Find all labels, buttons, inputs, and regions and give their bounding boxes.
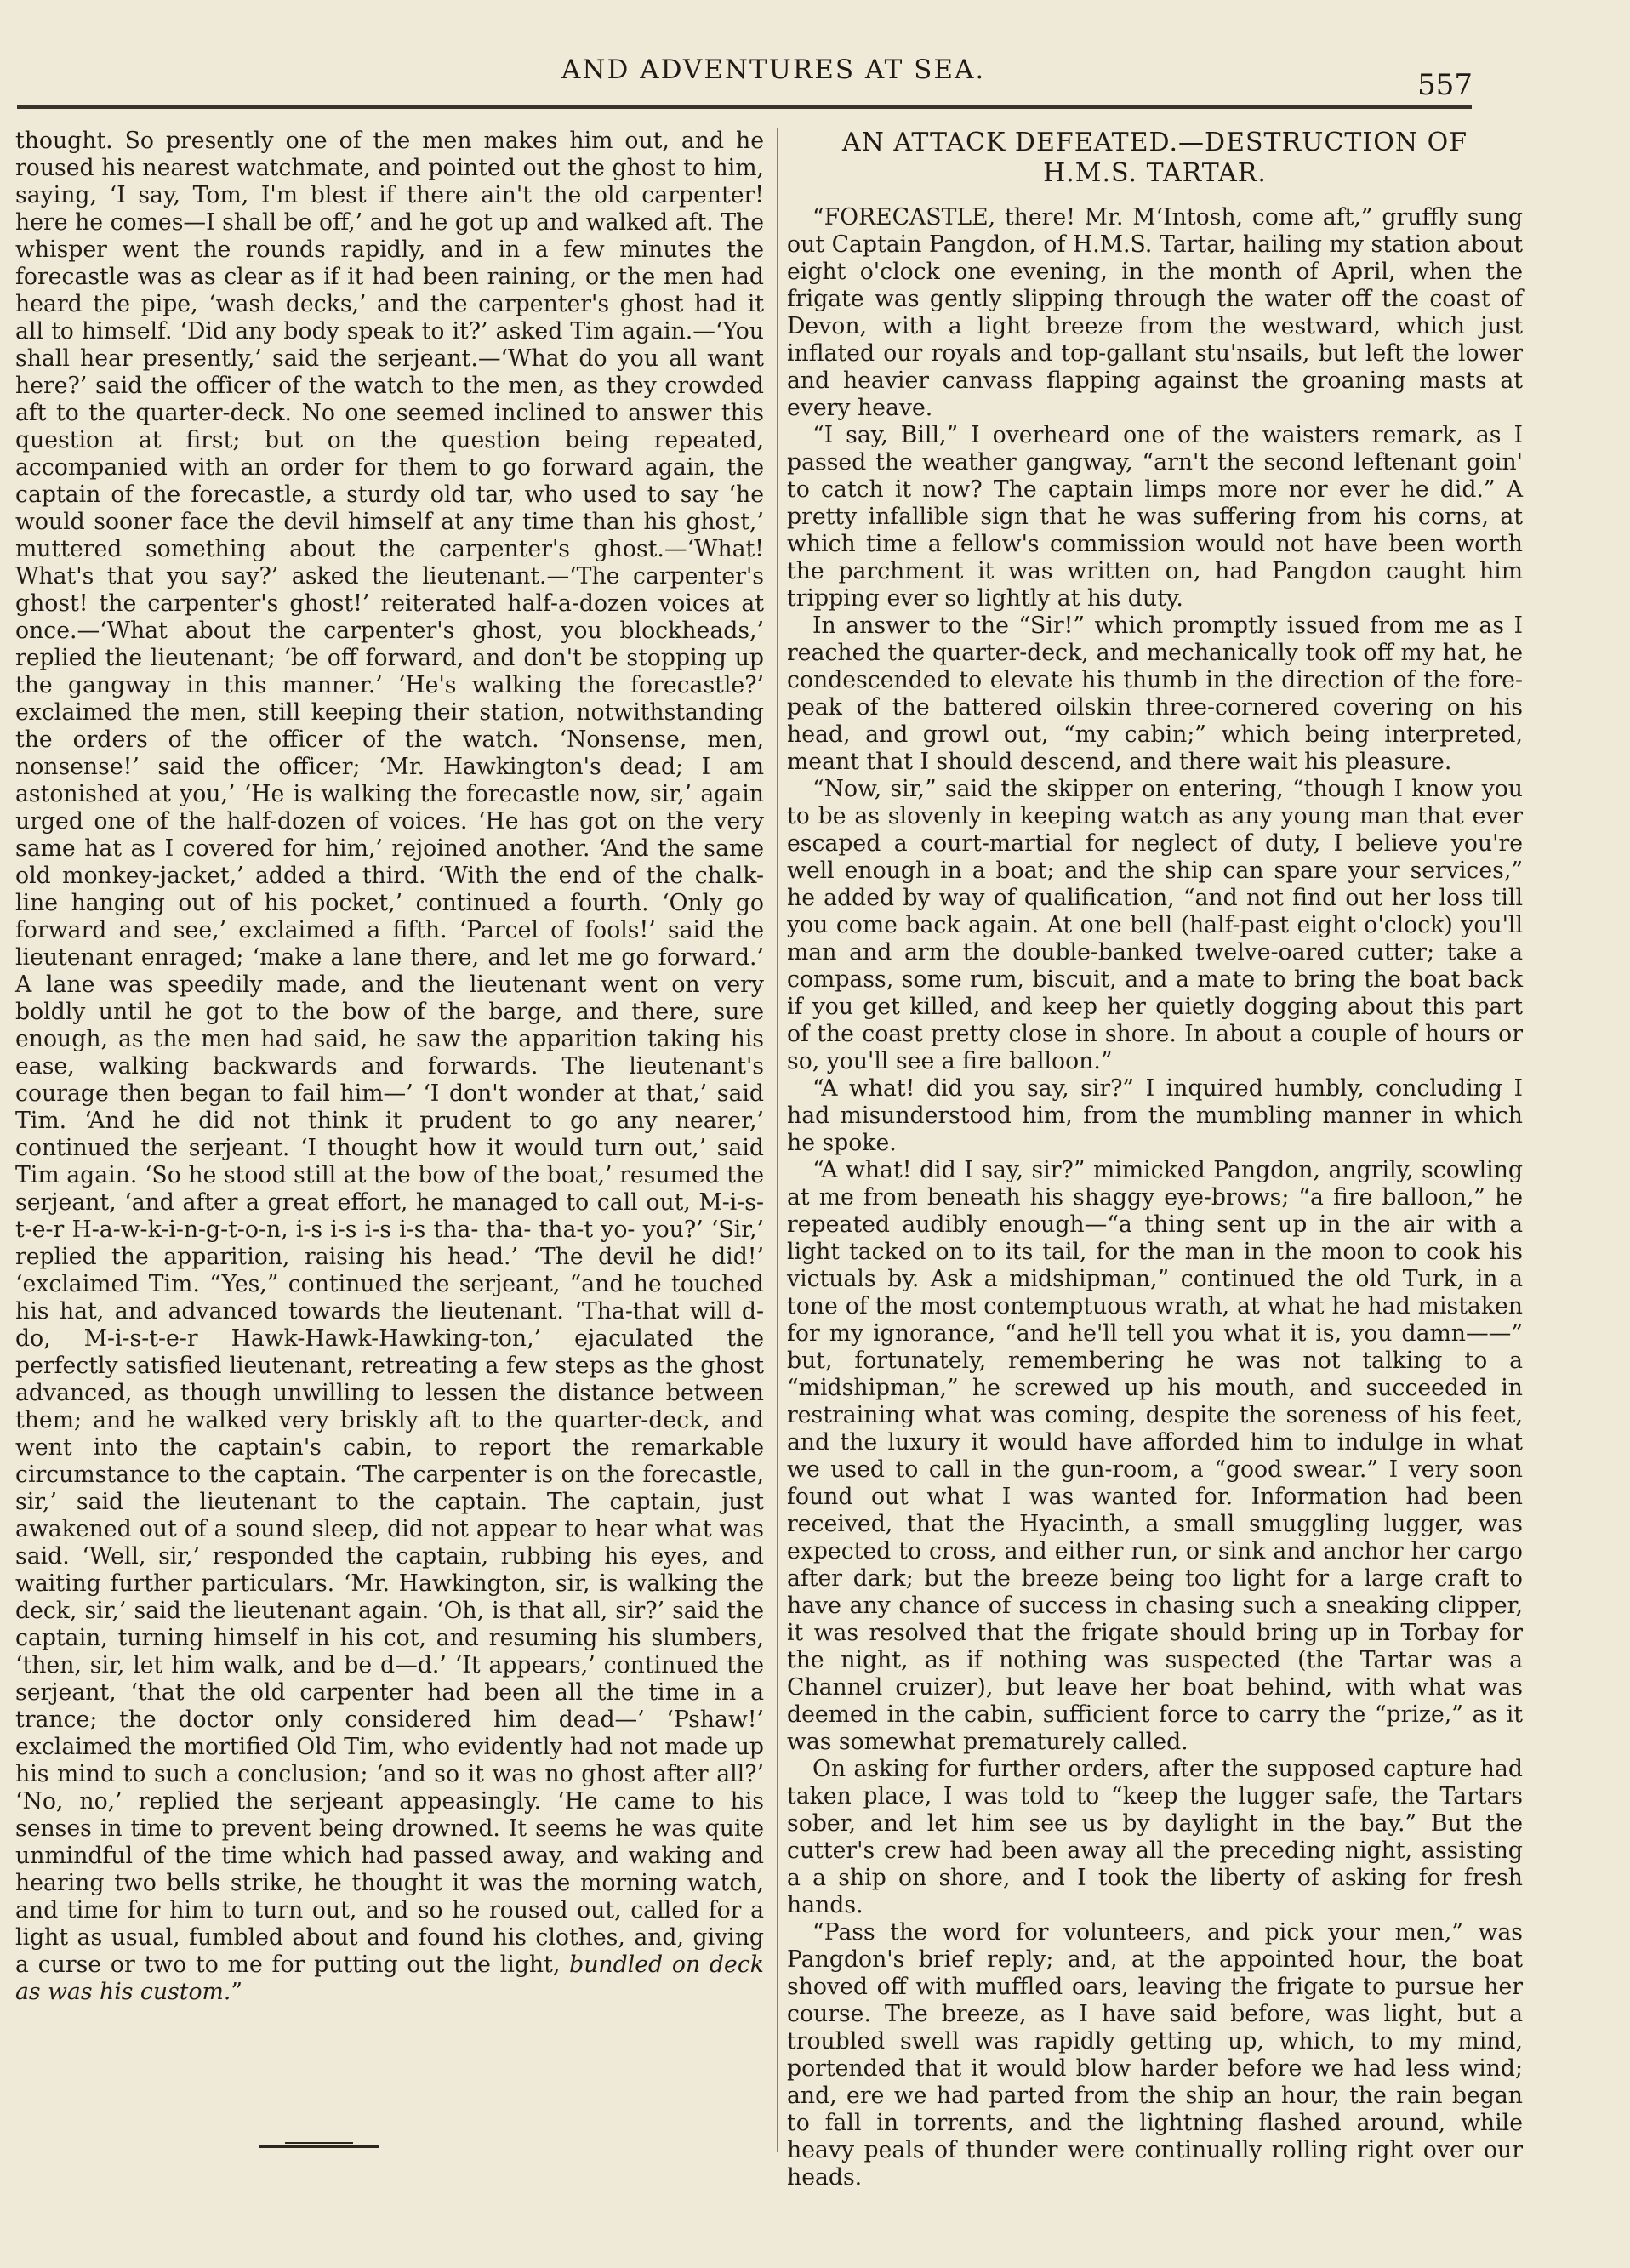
right-paragraph-5: “A what! did you say, sir?” I inquired humbly, concluding I had misunderstood him, from the mumbling manner in which he spoke.: [787, 1075, 1523, 1156]
right-paragraph-4: “Now, sir,” said the skipper on entering, “though I know you to be as slovenly in keeping watch as any young man that ever escaped a court-martial for neglect of duty, I believe you're well enough in a boat; and the ship can spare your services,” he added by way of qualification, “and not find out her loss till you come back again. At one bell (half-past eight o'clock) you'll man and arm the double-banked twelve-oared cutter; take a compass, some rum, biscuit, and a mate to bring the boat back if you get killed, and keep her quietly dogging about this part of the coast pretty close in shore. In about a couple of hours or so, you'll see a fire balloon.”: [787, 776, 1523, 1074]
left-closing-quote: ”: [231, 1979, 242, 2005]
left-paragraph-text: thought. So presently one of the men makes him out, and he roused his nearest watchmate, and pointed out the ghost to him, saying, ‘I say, Tom, I'm blest if there ain't the old carpenter! here he comes—I shall be off,’ and he got up and walked aft. The whisper went the rounds rapidly, and in a few minutes the forecastle was as clear as if it had been raining, or the men had heard the pipe, ‘wash decks,’ and the carpenter's ghost had it all to himself. ‘Did any body speak to it?’ asked Tim again.—‘You shall hear presently,’ said the serjeant.—‘What do you all want here?’ said the officer of the watch to the men, as they crowded aft to the quarter-deck. No one seemed inclined to answer this question at first; but on the question being repeated, accompanied with an order for them to go forward again, the captain of the forecastle, a sturdy old tar, who used to say ‘he would sooner face the devil himself at any time than his ghost,’ muttered something about the carpenter's ghost.—‘What! What's that you say?’ asked the lieutenant.—‘The carpenter's ghost! the carpenter's ghost!’ reiterated half-a-dozen voices at once.—‘What about the carpenter's ghost, you blockheads,’ replied the lieutenant; ‘be off forward, and don't be stopping up the gangway in this manner.’ ‘He's walking the forecastle?’ exclaimed the men, still keeping their station, notwithstanding the orders of the officer of the watch. ‘Nonsense, men, nonsense!’ said the officer; ‘Mr. Hawkington's dead; I am astonished at you,’ ‘He is walking the forecastle now, sir,’ again urged one of the half-dozen of voices. ‘He has got on the very same hat as I covered for him,’ rejoined another. ‘And the same old monkey-jacket,’ added a third. ‘With the end of the chalk-line hanging out of his pocket,’ continued a fourth. ‘Only go forward and see,’ exclaimed a fifth. ‘Parcel of fools!’ said the lieutenant enraged; ‘make a lane there, and let me go forward.’ A lane was speedily made, and the lieutenant went on very boldly until he got to the bow of the barge, and there, sure enough, as the men had said, he saw the apparition taking his ease, walking backwards and forwards. The lieutenant's courage then began to fail him—’ ‘I don't wonder at that,’ said Tim. ‘And he did not think it prudent to go any nearer,’ continued the serjeant. ‘I thought how it would turn out,’ said Tim again. ‘So he stood still at the bow of the boat,’ resumed the serjeant, ‘and after a great effort, he managed to call out, M-i-s-t-e-r H-a-w-k-i-n-g-t-o-n, i-s i-s i-s i-s tha- tha- tha-t yo- you?’ ‘Sir,’ replied the apparition, raising his head.’ ‘The devil he did!’ ‘exclaimed Tim. “Yes,” continued the serjeant, “and he touched his hat, and advanced towards the lieutenant. ‘Tha-that will d-do, M-i-s-t-e-r Hawk-Hawk-Hawking-ton,’ ejaculated the perfectly satisfied lieutenant, retreating a few steps as the ghost advanced, as though unwilling to lessen the distance between them; and he walked very briskly aft to the quarter-deck, and went into the captain's cabin, to report the remarkable circumstance to the captain. ‘The carpenter is on the forecastle, sir,’ said the lieutenant to the captain. The captain, just awakened out of a sound sleep, did not appear to hear what was said. ‘Well, sir,’ responded the captain, rubbing his eyes, and waiting further particulars. ‘Mr. Hawkington, sir, is walking the deck, sir,’ said the lieutenant again. ‘Oh, is that all, sir?’ said the captain, turning himself in his cot, and resuming his slumbers, ‘then, sir, let him walk, and be d—d.’ ‘It appears,’ continued the serjeant, ‘that the old carpenter had been all the time in a trance; the doctor only considered him dead—’ ‘Pshaw!’ exclaimed the mortified Old Tim, who evidently had not made up his mind to such a conclusion; ‘and so it was no ghost after all?’ ‘No, no,’ replied the serjeant appeasingly. ‘He came to his senses in time to prevent being drowned. It seems he was quite unmindful of the time which had passed away, and waking and hearing two bells strike, he thought it was the morning watch, and time for him to turn out, and so he roused out, called for a light as usual, fumbled about and found his clothes, and, giving a curse or two to me for putting out the light,: [15, 128, 764, 1978]
right-paragraph-7: On asking for further orders, after the supposed capture had taken place, I was told to “keep the lugger safe, the Tartars sober, and let him see us by daylight in the bay.” But the cutter's crew had been away all the preceding night, assisting a a ship on shore, and I took the liberty of asking for fresh hands.: [787, 1756, 1523, 1918]
article-title: [787, 128, 1523, 189]
column-divider: [777, 128, 778, 2152]
page-number: 557: [1417, 68, 1473, 102]
article-title-line-1: AN ATTACK DEFEATED.—DESTRUCTION OF: [841, 128, 1468, 157]
right-paragraph-8: “Pass the word for volunteers, and pick your men,” was Pangdon's brief reply; and, at the appointed hour, the boat shoved off with muffled oars, leaving the frigate to pursue her course. The breeze, as I have said before, was light, but a troubled swell was rapidly getting up, which, to my mind, portended that it would blow harder before we had less wind; and, ere we had parted from the ship an hour, the rain began to fall in torrents, and the lightning flashed around, while heavy peals of thunder were continually rolling right over our heads.: [787, 1919, 1523, 2191]
article-title-line-2: H.M.S. TARTAR.: [1043, 158, 1267, 188]
left-closing-italic: bundled on deck as was his custom.: [15, 1952, 764, 2005]
right-paragraph-3: In answer to the “Sir!” which promptly issued from me as I reached the quarter-deck, and mechanically took off my hat, he condescended to elevate his thumb in the direction of the fore-peak of the battered oilskin three-cornered covering on his head, and growl out, “my cabin;” which being interpreted, meant that I should descend, and there wait his pleasure.: [787, 613, 1523, 775]
right-paragraph-1: “FORECASTLE, there! Mr. M‘Intosh, come aft,” gruffly sung out Captain Pangdon, of H.M.S. Tartar, hailing my station about eight o'clock one evening, in the month of April, when the frigate was gently slipping through the water off the coast of Devon, with a light breeze from the westward, which just inflated our royals and top-gallant stu'nsails, but left the lower and heavier canvass flapping against the groaning masts at every heave.: [787, 204, 1523, 421]
right-column: [787, 128, 1523, 2191]
end-ornament-rule: [259, 2142, 379, 2152]
header-rule: [17, 105, 1472, 109]
left-column: [15, 128, 764, 2006]
right-paragraph-2: “I say, Bill,” I overheard one of the waisters remark, as I passed the weather gangway, “arn't the second leftenant goin' to catch it now? The captain limps more nor ever he did.” A pretty infallible sign that he was suffering from his corns, at which time a fellow's commission would not have been worth the parchment it was written on, had Pangdon caught him tripping ever so lightly at his duty.: [787, 422, 1523, 612]
running-header: [0, 43, 1630, 102]
right-paragraph-6: “A what! did I say, sir?” mimicked Pangdon, angrily, scowling at me from beneath his shaggy eye-brows; “a fire balloon,” he repeated audibly enough—“a thing sent up in the air with a light tacked on to its tail, for the man in the moon to cook his victuals by. Ask a midshipman,” continued the old Turk, in a tone of the most contemptuous wrath, at what he had mistaken for my ignorance, “and he'll tell you what it is, you damn——” but, fortunately, remembering he was not talking to a “midshipman,” he screwed up his mouth, and succeeded in restraining what was coming, despite the soreness of his feet, and the luxury it would have afforded him to indulge in what we used to call in the gun-room, a “good swear.” I very soon found out what I was wanted for. Information had been received, that the Hyacinth, a small smuggling lugger, was expected to cross, and either run, or sink and anchor her cargo after dark; but the breeze being too light for a large craft to have any chance of success in chasing such a sneaking clipper, it was resolved that the frigate should bring up in Torbay for the night, as if nothing was suspected (the Tartar was a Channel cruizer), but leave her boat behind, with what was deemed in the cabin, sufficient force to carry the “prize,” as it was somewhat prematurely called.: [787, 1157, 1523, 1755]
running-title: AND ADVENTURES AT SEA.: [561, 54, 986, 85]
left-paragraph: [15, 128, 764, 2006]
